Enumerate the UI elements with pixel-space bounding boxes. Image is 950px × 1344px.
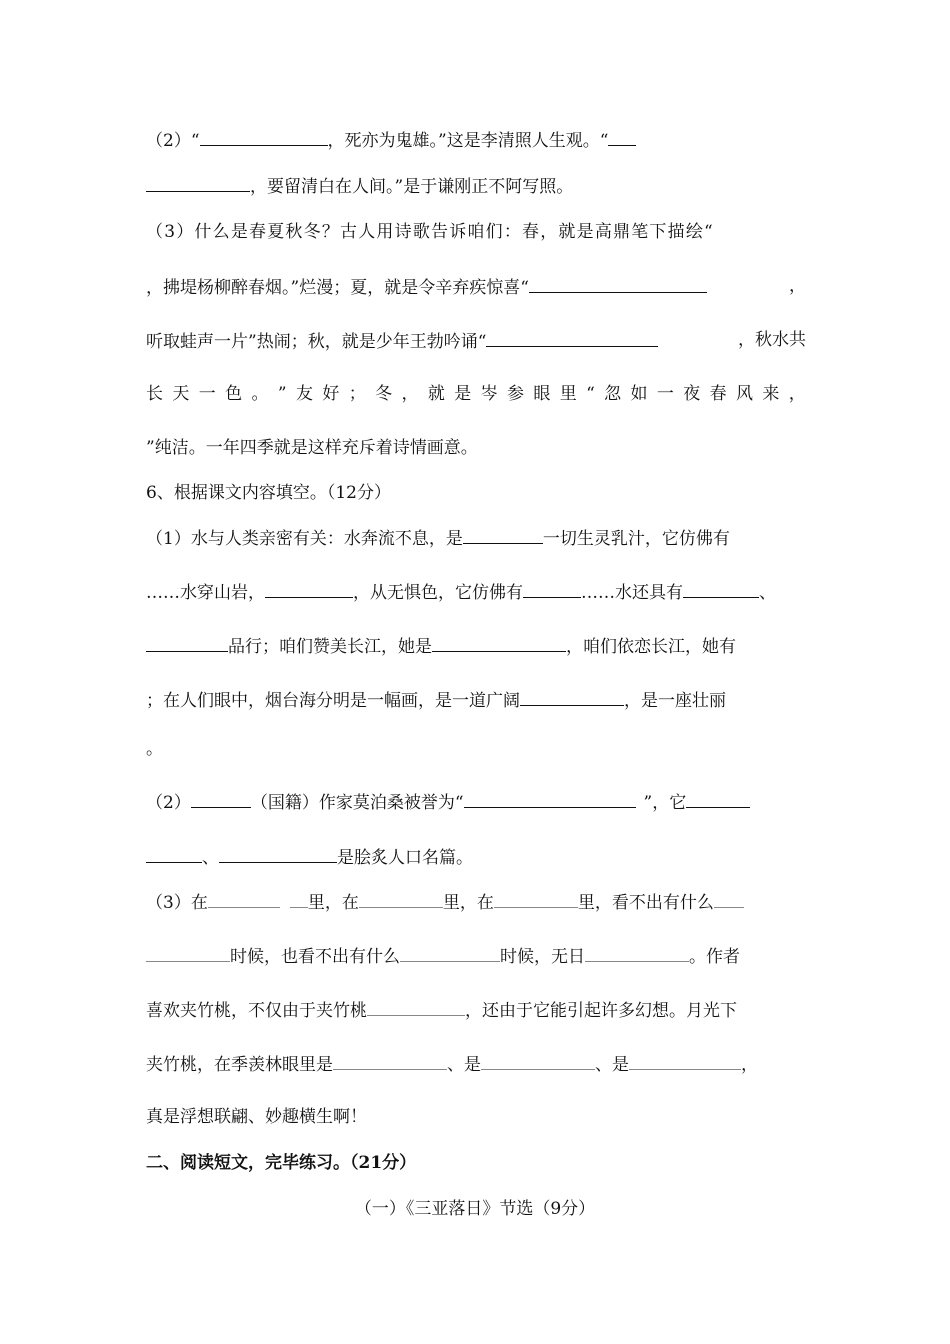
blank[interactable] [464,790,636,808]
blank[interactable] [481,1052,595,1070]
q6-3-line4: 夹竹桃，在季羡林眼里是 、是 、是 ， [146,1052,806,1076]
q6-3-line5: 真是浮想联翩、妙趣横生啊！ [146,1107,367,1127]
q6-1-line5: 。 [146,739,163,759]
blank[interactable] [629,1052,741,1070]
blank[interactable] [367,998,465,1016]
blank[interactable] [520,688,624,706]
blank[interactable] [400,944,500,962]
q5-3-line4: 长 天 一 色 。 ” 友 好 ； 冬 ， 就 是 岑 参 眼 里 “ 忽 如 一 夜 春 风 来 ， [146,384,806,404]
q5-2-line2: ，要留清白在人间。”是于谦刚正不阿写照。 [146,174,806,198]
q6-3-line3: 喜欢夹竹桃，不仅由于夹竹桃 ，还由于它能引起许多幻想。月光下 [146,998,806,1022]
blank[interactable] [200,128,328,146]
blank[interactable] [714,890,744,908]
blank[interactable] [191,790,251,808]
q6-3-line2: 时候，也看不出有什么 时候，无日 。作者 [146,944,806,968]
q5-3-line2: ，拂堤杨柳醉春烟。”烂漫；夏，就是令辛弃疾惊喜“ ， [146,276,806,298]
blank[interactable] [432,634,566,652]
blank[interactable] [146,174,250,192]
blank[interactable] [585,944,689,962]
blank[interactable] [529,275,707,293]
blank[interactable] [290,890,308,908]
blank[interactable] [219,845,337,863]
q5-3-line5: ”纯洁。一年四季就是这样充斥着诗情画意。 [146,438,478,458]
q6-1-line1: （1）水与人类亲密有关：水奔流不息，是 一切生灵乳汁，它仿佛有 [146,526,806,550]
blank[interactable] [146,944,230,962]
q6-title: 6、根据课文内容填空。（12分） [146,483,391,503]
blank[interactable] [494,890,578,908]
q6-3-line1: （3）在 里，在 里，在 里，看不出有什么 [146,890,806,914]
blank[interactable] [333,1052,447,1070]
blank[interactable] [486,329,658,347]
blank[interactable] [265,580,353,598]
q5-3-line1: （3）什么是春夏秋冬？古人用诗歌告诉咱们：春，就是高鼎笔下描绘“ [146,222,714,242]
blank[interactable] [208,890,280,908]
q6-1-line3: 品行；咱们赞美长江，她是 ，咱们依恋长江，她有 [146,634,806,658]
blank[interactable] [523,580,581,598]
blank[interactable] [146,845,202,863]
section-2-title: 二、阅读短文，完毕练习。（21分） [146,1153,417,1173]
q6-1-line4: ；在人们眼中，烟台海分明是一幅画，是一道广阔 ，是一座壮丽 [146,688,806,712]
blank[interactable] [463,526,543,544]
section-2-subtitle: （一）《三亚落日》节选（9分） [354,1199,596,1219]
q6-2-line2: 、 是脍炙人口名篇。 [146,845,806,869]
blank[interactable] [686,790,750,808]
q6-2-line1: （2） （国籍）作家莫泊桑被誉为“ ”，它 [146,790,806,814]
blank[interactable] [146,634,228,652]
blank[interactable] [683,580,759,598]
blank[interactable] [608,128,636,146]
q5-2-line1: （2）“ ，死亦为鬼雄。”这是李清照人生观。“ [146,128,806,152]
q6-1-line2: ……水穿山岩， ，从无惧色，它仿佛有 ……水还具有 、 [146,580,806,604]
blank[interactable] [359,890,443,908]
q5-3-line3: 听取蛙声一片”热闹；秋，就是少年王勃吟诵“ ，秋水共 [146,330,806,352]
